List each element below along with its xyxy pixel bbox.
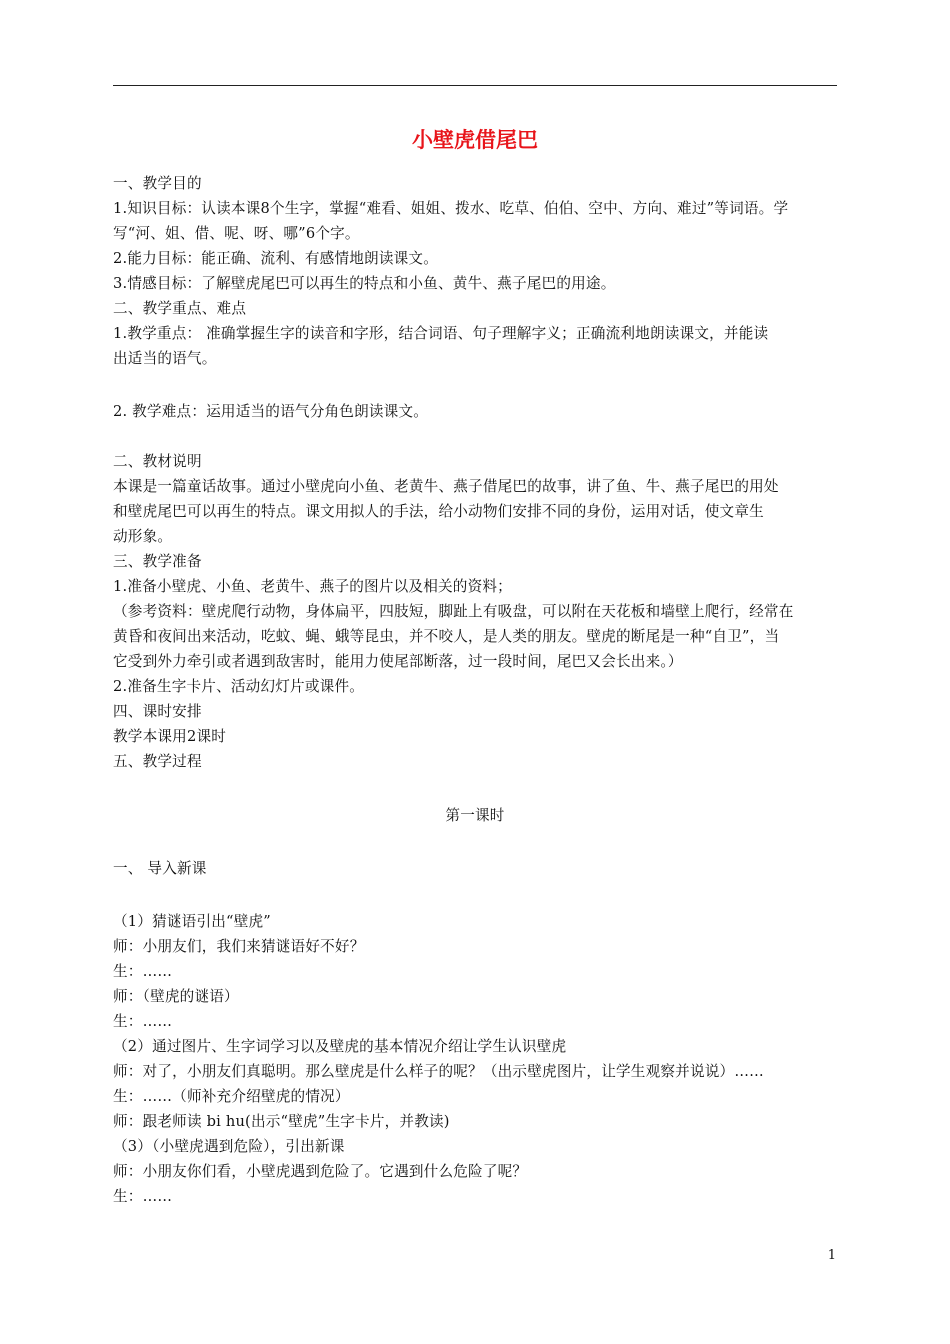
paragraph-line: 动形象。 — [113, 528, 173, 545]
paragraph-line: 1.知识目标：认读本课8个生字，掌握“难看、姐姐、拨水、吃草、伯伯、空中、方向、难过”等词语。学 — [113, 200, 789, 217]
document-title: 小壁虎借尾巴 — [412, 128, 538, 152]
paragraph-line: 师：小朋友们，我们来猜谜语好不好？ — [113, 938, 365, 955]
paragraph-line: 2.准备生字卡片、活动幻灯片或课件。 — [113, 678, 365, 695]
paragraph-line: 写“河、姐、借、呢、呀、哪”6个字。 — [113, 225, 360, 242]
paragraph-line: 师：小朋友你们看，小壁虎遇到危险了。它遇到什么危险了呢？ — [113, 1163, 528, 1180]
paragraph-line: 本课是一篇童话故事。通过小壁虎向小鱼、老黄牛、燕子借尾巴的故事，讲了鱼、牛、燕子尾巴的用处 — [113, 478, 779, 495]
page-number: 1 — [827, 1248, 836, 1263]
section-heading: 五、教学过程 — [113, 753, 202, 770]
paragraph-line: （3）（小壁虎遇到危险），引出新课 — [113, 1138, 345, 1155]
paragraph-line: 黄昏和夜间出来活动，吃蚊、蝇、蛾等昆虫，并不咬人，是人类的朋友。壁虎的断尾是一种“自卫”，当 — [113, 628, 780, 645]
section-heading: 三、教学准备 — [113, 553, 202, 570]
paragraph-line: 师：对了，小朋友们真聪明。那么壁虎是什么样子的呢？（出示壁虎图片，让学生观察并说说）…… — [113, 1063, 764, 1080]
paragraph-line: 师：（壁虎的谜语） — [113, 988, 239, 1005]
lesson-heading: 第一课时 — [445, 807, 505, 824]
paragraph-line: 生：…… — [113, 963, 173, 980]
paragraph-line: 师：跟老师读 bi hu(出示“壁虎”生字卡片，并教读) — [113, 1113, 450, 1130]
paragraph-line: 生：……（师补充介绍壁虎的情况） — [113, 1088, 350, 1105]
paragraph-line: 和壁虎尾巴可以再生的特点。课文用拟人的手法，给小动物们安排不同的身份，运用对话，使文章生 — [113, 503, 764, 520]
paragraph-line: 1.教学重点： 准确掌握生字的读音和字形，结合词语、句子理解字义；正确流利地朗读课文，并能读 — [113, 325, 769, 342]
paragraph-line: 生：…… — [113, 1188, 173, 1205]
section-heading: 二、教学重点、难点 — [113, 300, 247, 317]
header-rule — [113, 85, 837, 86]
paragraph-line: 2. 教学难点：运用适当的语气分角色朗读课文。 — [113, 403, 429, 420]
paragraph-line: 生：…… — [113, 1013, 173, 1030]
section-heading: 一、 导入新课 — [113, 860, 207, 877]
paragraph-line: 出适当的语气。 — [113, 350, 217, 367]
paragraph-line: （2）通过图片、生字词学习以及壁虎的基本情况介绍让学生认识壁虎 — [113, 1038, 567, 1055]
paragraph-line: 2.能力目标：能正确、流利、有感情地朗读课文。 — [113, 250, 438, 267]
section-heading: 四、课时安排 — [113, 703, 202, 720]
section-heading: 一、教学目的 — [113, 175, 202, 192]
paragraph-line: （1）猜谜语引出“壁虎” — [113, 913, 271, 930]
paragraph-line: 教学本课用2课时 — [113, 728, 227, 745]
section-heading: 二、教材说明 — [113, 453, 202, 470]
paragraph-line: 1.准备小壁虎、小鱼、老黄牛、燕子的图片以及相关的资料； — [113, 578, 512, 595]
paragraph-line: 它受到外力牵引或者遇到敌害时，能用力使尾部断落，过一段时间，尾巴又会长出来。） — [113, 653, 683, 670]
paragraph-line: （参考资料：壁虎爬行动物，身体扁平，四肢短，脚趾上有吸盘，可以附在天花板和墙壁上爬行，经常在 — [113, 603, 794, 620]
paragraph-line: 3.情感目标：了解壁虎尾巴可以再生的特点和小鱼、黄牛、燕子尾巴的用途。 — [113, 275, 616, 292]
